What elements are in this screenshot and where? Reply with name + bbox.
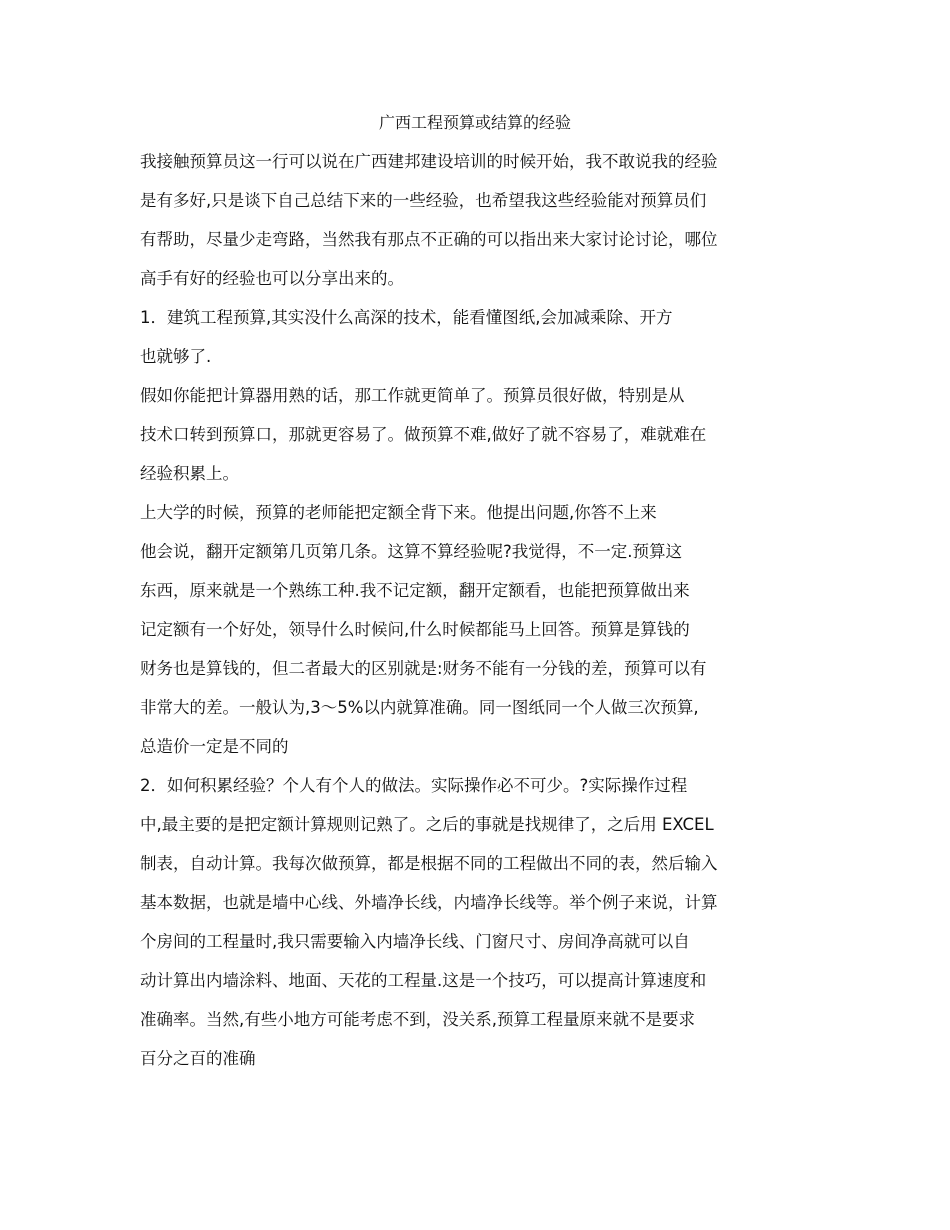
document-body — [140, 148, 760, 1084]
body-line: 高手有好的经验也可以分享出来的。 — [140, 269, 404, 288]
body-line: 财务也是算钱的，但二者最大的区别就是:财务不能有一分钱的差，预算可以有 — [140, 659, 707, 678]
body-line: 东西，原来就是一个熟练工种.我不记定额，翻开定额看，也能把预算做出来 — [140, 581, 690, 600]
body-line: 总造价一定是不同的 — [140, 737, 289, 756]
body-line: 中,最主要的是把定额计算规则记熟了。之后的事就是找规律了，之后用 EXCEL — [140, 815, 714, 834]
body-line: 记定额有一个好处，领导什么时候问,什么时候都能马上回答。预算是算钱的 — [140, 620, 690, 639]
body-line: 技术口转到预算口，那就更容易了。做预算不难,做好了就不容易了，难就难在 — [140, 425, 707, 444]
document-title: 广西工程预算或结算的经验 — [378, 113, 571, 132]
body-line: 个房间的工程量时,我只需要输入内墙净长线、门窗尺寸、房间净高就可以自 — [140, 932, 690, 951]
body-line: 动计算出内墙涂料、地面、天花的工程量.这是一个技巧，可以提高计算速度和 — [140, 971, 707, 990]
body-line: 假如你能把计算器用熟的话，那工作就更简单了。预算员很好做，特别是从 — [140, 386, 685, 405]
body-line: 他会说，翻开定额第几页第几条。这算不算经验呢?我觉得，不一定.预算这 — [140, 542, 683, 561]
body-line: 是有多好,只是谈下自己总结下来的一些经验，也希望我这些经验能对预算员们 — [140, 191, 707, 210]
body-line: 我接触预算员这一行可以说在广西建邦建设培训的时候开始，我不敢说我的经验 — [140, 152, 718, 171]
body-line: 2．如何积累经验？个人有个人的做法。实际操作必不可少。?实际操作过程 — [140, 776, 688, 795]
body-line: 制表，自动计算。我每次做预算，都是根据不同的工程做出不同的表，然后输入 — [140, 854, 718, 873]
body-line: 准确率。当然,有些小地方可能考虑不到，没关系,预算工程量原来就不是要求 — [140, 1010, 695, 1029]
body-line: 非常大的差。一般认为,3～5%以内就算准确。同一图纸同一个人做三次预算, — [140, 698, 699, 717]
body-line: 上大学的时候，预算的老师能把定额全背下来。他提出问题,你答不上来 — [140, 503, 657, 522]
body-line: 也就够了. — [140, 347, 212, 366]
body-line: 经验积累上。 — [140, 464, 239, 483]
body-line: 1．建筑工程预算,其实没什么高深的技术，能看懂图纸,会加减乘除、开方 — [140, 308, 673, 327]
body-line: 基本数据，也就是墙中心线、外墙净长线，内墙净长线等。举个例子来说，计算 — [140, 893, 718, 912]
body-line: 百分之百的准确 — [140, 1049, 256, 1068]
body-line: 有帮助，尽量少走弯路，当然我有那点不正确的可以指出来大家讨论讨论，哪位 — [140, 230, 718, 249]
